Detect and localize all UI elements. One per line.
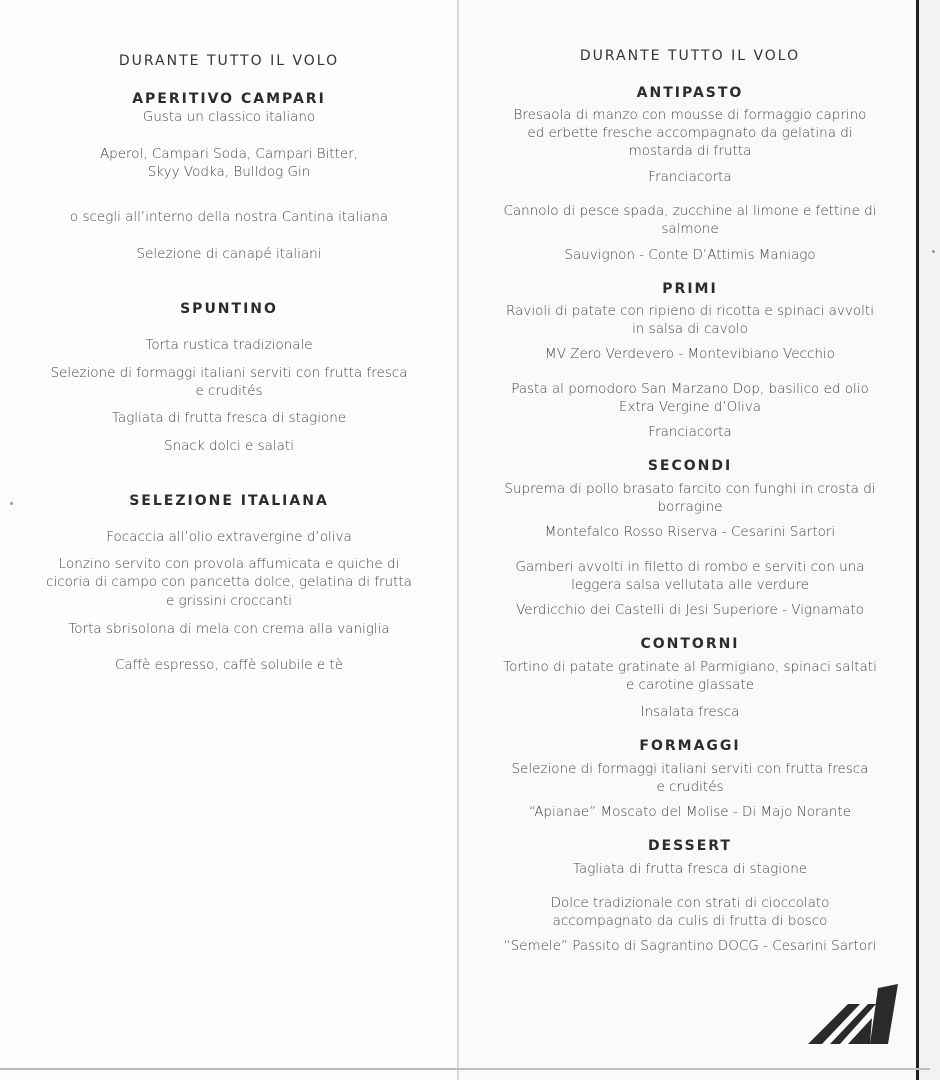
page-fold (457, 0, 459, 1080)
list-item: Caffè espresso, caffè solubile e tè (114, 657, 344, 673)
aperitivo-heading: APERITIVO CAMPARI (132, 91, 326, 107)
list-item: Selezione di formaggi italiani serviti con frutta fresca (50, 365, 408, 381)
aperitivo-drinks-line2: Skyy Vodka, Bulldog Gin (147, 164, 311, 180)
menu-line: Extra Vergine d’Oliva (619, 399, 761, 415)
right-page (460, 0, 920, 1080)
selezione-heading: SELEZIONE ITALIANA (129, 493, 329, 509)
list-item: Tagliata di frutta fresca di stagione (111, 410, 347, 426)
menu-line: Tortino di patate gratinate al Parmigiano, spinaci saltati (503, 659, 877, 675)
antipasto-heading: ANTIPASTO (636, 85, 744, 101)
menu-line: accompagnato da culis di frutta di bosco (552, 913, 828, 929)
list-item: Torta rustica tradizionale (145, 337, 313, 353)
menu-line: Cannolo di pesce spada, zucchine al limone e fettine di (503, 203, 877, 219)
wine-pairing: Franciacorta (648, 169, 732, 185)
menu-line: e carotine glassate (625, 677, 755, 693)
menu-line: Tagliata di frutta fresca di stagione (572, 861, 808, 877)
dessert-heading: DESSERT (648, 838, 732, 854)
list-item: Snack dolci e salati (164, 438, 294, 454)
menu-line: borragine (657, 499, 723, 515)
aperitivo-subtitle: Gusta un classico italiano (142, 109, 316, 125)
menu-line: Dolce tradizionale con strati di cioccolato (550, 895, 830, 911)
menu-line: Suprema di pollo brasato farcito con funghi in crosta di (504, 481, 876, 497)
primi-heading: PRIMI (662, 281, 718, 297)
menu-line: salmone (661, 221, 719, 237)
contorni-heading: CONTORNI (640, 636, 740, 652)
menu-line: Insalata fresca (640, 704, 740, 720)
menu-line: ed erbette fresche accompagnato da gelatina di (527, 125, 853, 141)
scan-speck (10, 502, 13, 505)
wine-pairing: Sauvignon - Conte D’Attimis Maniago (564, 247, 816, 263)
bottom-edge (0, 1068, 930, 1070)
menu-line: Selezione di formaggi italiani serviti con frutta fresca (511, 761, 869, 777)
menu-line: Pasta al pomodoro San Marzano Dop, basilico ed olio (511, 381, 869, 397)
formaggi-heading: FORMAGGI (639, 738, 741, 754)
wine-pairing: Montefalco Rosso Riserva - Cesarini Sartori (544, 524, 836, 540)
menu-line: Bresaola di manzo con mousse di formaggio caprino (513, 107, 867, 123)
cantina-text: o scegli all’interno della nostra Cantina italiana (69, 209, 389, 225)
wine-pairing: Verdicchio dei Castelli di Jesi Superiore - Vignamato (516, 602, 864, 618)
list-item: Torta sbrisolona di mela con crema alla vaniglia (68, 621, 390, 637)
menu-line: Gamberi avvolti in filetto di rombo e serviti con una (515, 559, 865, 575)
menu-line: leggera salsa vellutata alle verdure (571, 577, 809, 593)
list-item: cicoria di campo con pancetta dolce, gelatina di frutta (46, 574, 412, 590)
scan-speck (932, 250, 935, 253)
wine-pairing: “Apianae” Moscato del Molise - Di Majo Norante (528, 804, 852, 820)
list-item: Lonzino servito con provola affumicata e quiche di (58, 556, 400, 572)
airline-logo-icon (808, 982, 900, 1048)
list-item: Focaccia all’olio extravergine d’oliva (106, 529, 352, 545)
aperitivo-drinks-line1: Aperol, Campari Soda, Campari Bitter, (99, 146, 359, 162)
spuntino-heading: SPUNTINO (180, 301, 278, 317)
left-page (0, 0, 458, 1080)
left-top-heading: DURANTE TUTTO IL VOLO (118, 53, 340, 69)
wine-pairing: MV Zero Verdevero - Montevibiano Vecchio (545, 346, 835, 362)
wine-pairing: “Semele” Passito di Sagrantino DOCG - Cesarini Sartori (503, 938, 877, 954)
list-item: e crudités (195, 383, 263, 399)
secondi-heading: SECONDI (647, 458, 733, 474)
canape-text: Selezione di canapé italiani (136, 246, 322, 262)
wine-pairing: Franciacorta (648, 424, 732, 440)
menu-line: e crudités (656, 779, 724, 795)
menu-line: Ravioli di patate con ripieno di ricotta e spinaci avvolti (506, 303, 874, 319)
menu-line: in salsa di cavolo (632, 321, 748, 337)
page-edge-shade (919, 0, 940, 1080)
right-top-heading: DURANTE TUTTO IL VOLO (579, 48, 801, 64)
list-item: e grissini croccanti (165, 593, 293, 609)
menu-line: mostarda di frutta (628, 143, 752, 159)
